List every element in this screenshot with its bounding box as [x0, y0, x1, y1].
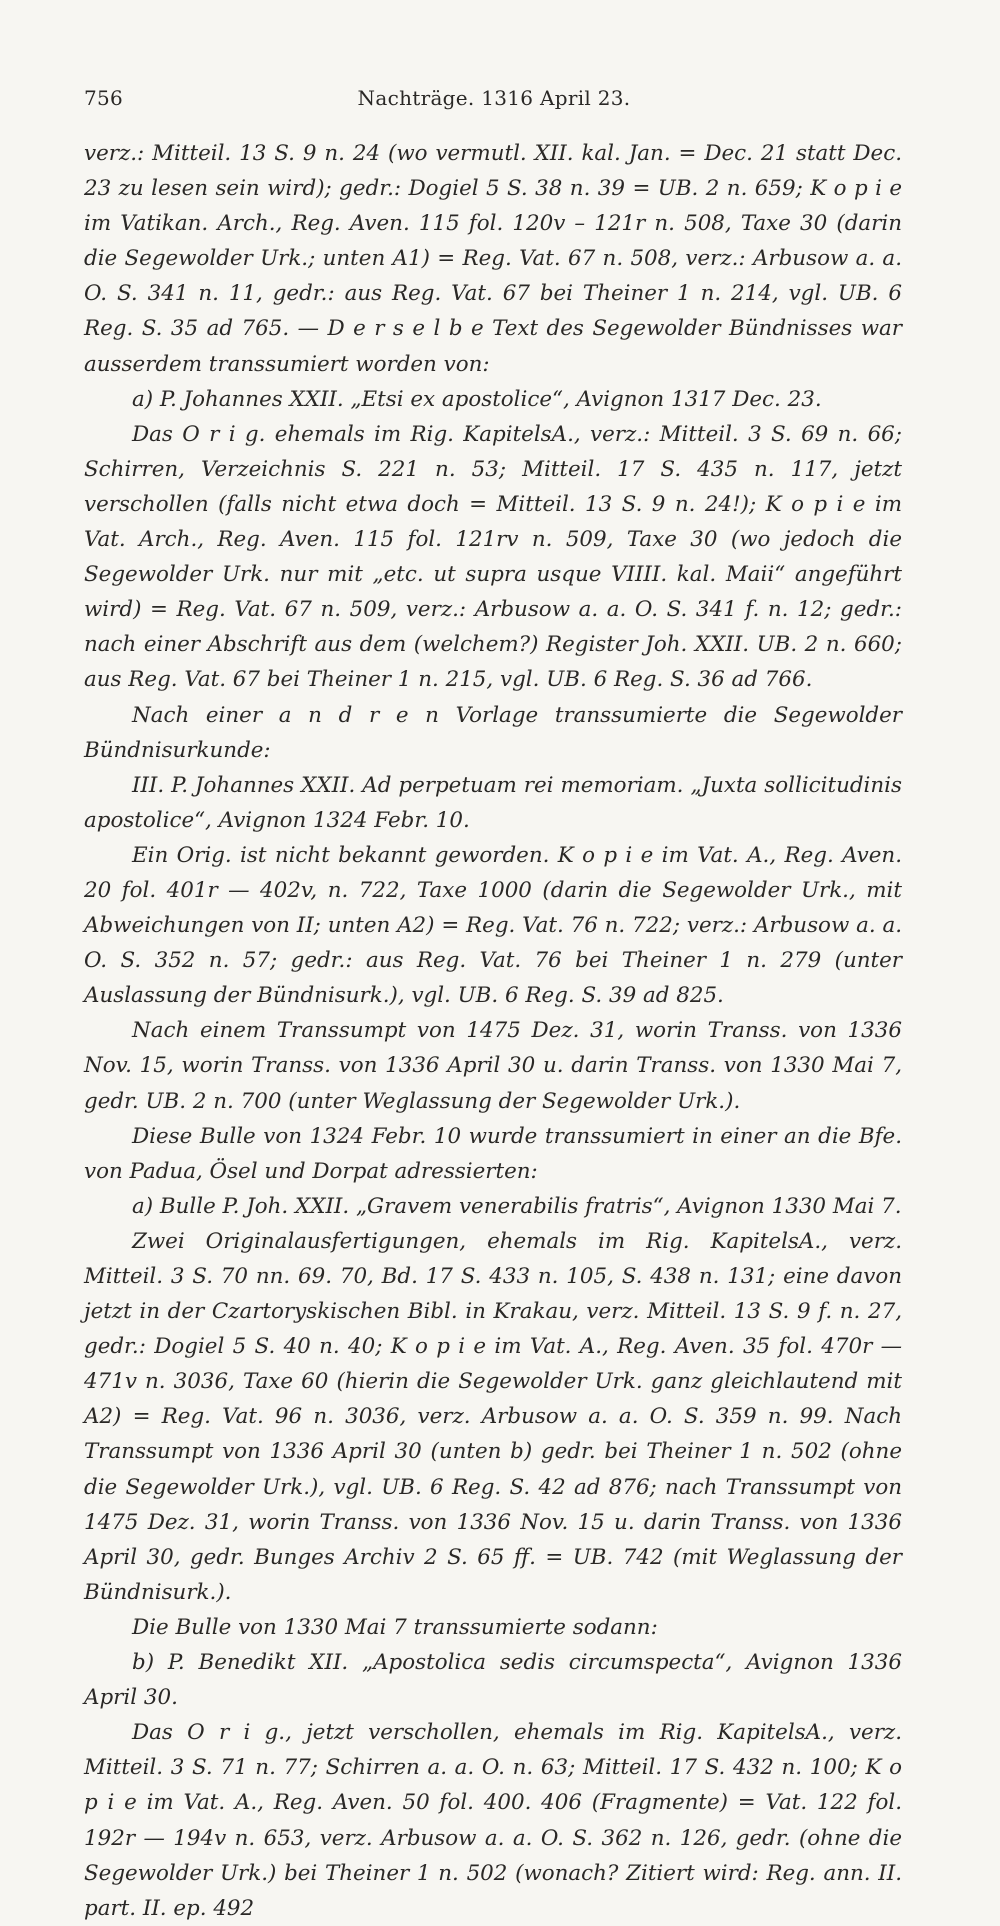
paragraph-citation-continued: verz.: Mitteil. 13 S. 9 n. 24 (wo vermutl. XII. kal. Jan. = Dec. 21 statt Dec. 23 zu lesen sein wird); gedr.: Dogiel 5 S. 38 n. 39 = UB. 2 n. 659; K o p i e im Vatikan. Arch., Reg. Aven. 115 fol. 120v – 121r n. 508, Taxe 30 (darin die Segewolder Urk.; unten A1) = Reg. Vat. 67 n. 508, verz.: Arbusow a. a. O. S. 341 n. 11, gedr.: aus Reg. Vat. 67 bei Theiner 1 n. 214, vgl. UB. 6 Reg. S. 35 ad 765. — D e r s e l b e Text des Segewolder Bündnisses war ausserdem transsumiert worden von: [84, 141, 902, 377]
paragraph-orig-1324: Ein Orig. ist nicht bekannt geworden. K o p i e im Vat. A., Reg. Aven. 20 fol. 401r — 402v, n. 722, Taxe 1000 (darin die Segewolder Urk., mit Abweichungen von II; unten A2) = Reg. Vat. 76 n. 722; verz.: Arbusow a. a. O. S. 352 n. 57; gedr.: aus Reg. Vat. 76 bei Theiner 1 n. 279 (unter Auslassung der Bündnisurk.), vgl. UB. 6 Reg. S. 39 ad 825. [84, 842, 902, 1009]
paragraph-originalausfertigungen: Zwei Originalausfertigungen, ehemals im Rig. KapitelsA., verz. Mitteil. 3 S. 70 nn. 69. 70, Bd. 17 S. 433 n. 105, S. 438 n. 131; eine davon jetzt in der Czartoryskischen Bibl. in Krakau, verz. Mitteil. 13 S. 9 f. n. 27, gedr.: Dogiel 5 S. 40 n. 40; K o p i e im Vat. A., Reg. Aven. 35 fol. 470r — 471v n. 3036, Taxe 60 (hierin die Segewolder Urk. ganz gleichlautend mit A2) = Reg. Vat. 96 n. 3036, verz. Arbusow a. a. O. S. 359 n. 99. Nach Transsumpt von 1336 April 30 (unten b) gedr. bei Theiner 1 n. 502 (ohne die Segewolder Urk.), vgl. UB. 6 Reg. S. 42 ad 876; nach Transsumpt von 1475 Dez. 31, worin Transs. von 1336 Nov. 15 u. darin Transs. von 1336 April 30, gedr. Bunges Archiv 2 S. 65 ff. = UB. 742 (mit Weglassung der Bündnisurk.). [84, 1228, 902, 1605]
running-title: Nachträge. 1316 April 23. [357, 86, 631, 110]
page-header [84, 86, 904, 120]
body-text [84, 136, 902, 1926]
paragraph-andren-vorlage: Nach einer a n d r e n Vorlage transsumierte die Segewolder Bündnisurkunde: [84, 702, 902, 763]
paragraph-transsumpt-1475: Nach einem Transsumpt von 1475 Dez. 31, worin Transs. von 1336 Nov. 15, worin Transs. von 1336 April 30 u. darin Transs. von 1330 Mai 7, gedr. UB. 2 n. 700 (unter Weglassung der Segewolder Urk.). [84, 1018, 902, 1114]
paragraph-orig-1317: Das O r i g. ehemals im Rig. KapitelsA., verz.: Mitteil. 3 S. 69 n. 66; Schirren, Verzeichnis S. 221 n. 53; Mitteil. 17 S. 435 n. 117, jetzt verschollen (falls nicht etwa doch = Mitteil. 13 S. 9 n. 24!); K o p i e im Vat. Arch., Reg. Aven. 115 fol. 121rv n. 509, Taxe 30 (wo jedoch die Segewolder Urk. nur mit „etc. ut supra usque VIIII. kal. Maii“ angeführt wird) = Reg. Vat. 67 n. 509, verz.: Arbusow a. a. O. S. 341 f. n. 12; gedr.: nach einer Abschrift aus dem (welchem?) Register Joh. XXII. UB. 2 n. 660; aus Reg. Vat. 67 bei Theiner 1 n. 215, vgl. UB. 6 Reg. S. 36 ad 766. [84, 421, 902, 693]
paragraph-item-a-johannes-1317: a) P. Johannes XXII. „Etsi ex apostolice“, Avignon 1317 Dec. 23. [132, 386, 822, 412]
paragraph-item-iii-johannes-1324: III. P. Johannes XXII. Ad perpetuam rei memoriam. „Juxta sollicitudinis apostolice“, Avignon 1324 Febr. 10. [84, 772, 902, 833]
paragraph-item-b-benedikt-1336: b) P. Benedikt XII. „Apostolica sedis circumspecta“, Avignon 1336 April 30. [84, 1650, 902, 1711]
paragraph-orig-1336: Das O r i g., jetzt verschollen, ehemals im Rig. KapitelsA., verz. Mitteil. 3 S. 71 n. 77; Schirren a. a. O. n. 63; Mitteil. 17 S. 432 n. 100; K o p i e im Vat. A., Reg. Aven. 50 fol. 400. 406 (Fragmente) = Vat. 122 fol. 192r — 194v n. 653, verz. Arbusow a. a. O. S. 362 n. 126, gedr. (ohne die Segewolder Urk.) bei Theiner 1 n. 502 (wonach? Zitiert wird: Reg. ann. II. part. II. ep. 492 [84, 1720, 902, 1921]
paragraph-bulle-1330-transsumierte: Die Bulle von 1330 Mai 7 transsumierte sodann: [132, 1614, 658, 1640]
paragraph-item-a-bulle-1330: a) Bulle P. Joh. XXII. „Gravem venerabilis fratris“, Avignon 1330 Mai 7. [132, 1193, 902, 1219]
page-number: 756 [84, 86, 124, 110]
paragraph-bulle-1324-transsumiert: Diese Bulle von 1324 Febr. 10 wurde transsumiert in einer an die Bfe. von Padua, Ösel und Dorpat adressierten: [84, 1123, 902, 1184]
